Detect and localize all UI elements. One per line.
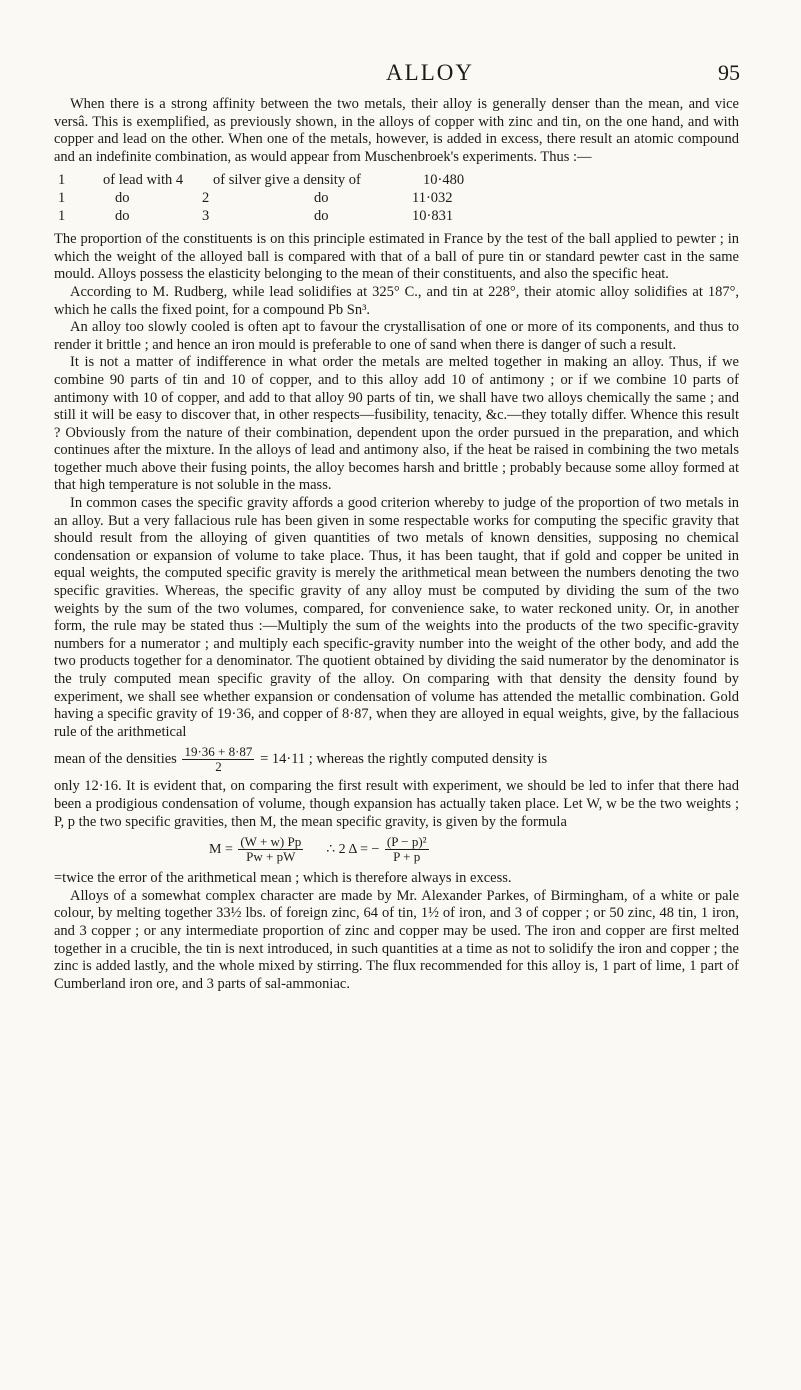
paragraph-6: In common cases the specific gravity affords a good criterion whereby to judge of the proportion of two metals in an alloy. But a very fallacious rule has been given in some respectable works for computing the specific gravity that should result from the alloying of given quantities of two metals of known densities, supposing no chemical condensation or expansion of volume to take place. Thus, it has been taught, that if gold and copper be united in equal weights, the computed specific gravity is merely the arithmetical mean between the numbers denoting the two specific gravities. Whereas, the specific gravity of any alloy must be computed by dividing the sum of the two weights by the sum of the two volumes, compared, for convenience sake, to water reckoned unity. Or, in another form, the rule may be stated thus :—Multiply the sum of the weights into the products of the two specific-gravity numbers for a numerator ; and multiply each specific-gravity number into the weight of the other body, and add the two products together for a denominator. The quotient obtained by dividing the said numerator by the denominator is the truly computed mean specific gravity of the alloy. On comparing with that density the density found by experiment, we shall see whether expansion or condensation of volume has attended the metallic combination. Gold having a specific gravity of 19·36, and copper of 8·87, when they are alloyed in equal weights, give, by the fallacious rule of the arithmetical (54, 495, 739, 740)
running-head (0, 60, 801, 90)
paragraph-7: =twice the error of the arithmetical mean ; which is therefore always in excess. (54, 870, 512, 887)
paragraph-2: The proportion of the constituents is on this principle estimated in France by the test of the ball applied to pewter ; in which the weight of the alloyed ball is compared with that of a ball of pure tin or standard pewter cast in the same mould. Alloys possess the elasticity belonging to the mean of their constituents, and also the specific heat. (54, 231, 739, 283)
table-cell: 10·831 (412, 207, 454, 224)
table-cell: 10·480 (423, 172, 465, 189)
paragraph-6-fraction-line (54, 745, 739, 774)
formula-fraction-2 (385, 835, 429, 864)
mean-density-formula (54, 835, 739, 864)
fraction-denominator: Pw + pW (246, 849, 296, 865)
table-cell: do (115, 207, 130, 224)
inline-text: mean of the densities (54, 751, 177, 768)
fraction-numerator: 19·36 + 8·87 (184, 744, 253, 760)
paragraph-3: According to M. Rudberg, while lead solidifies at 325° C., and tin at 228°, their atomic alloy solidifies at 187°, which he calls the fixed point, for a compound Pb Sn³. (54, 283, 739, 318)
density-table (54, 172, 739, 225)
formula-fraction-1 (238, 835, 303, 864)
table-row (54, 172, 739, 190)
table-row (54, 190, 739, 208)
fraction-numerator: (P − p)² (386, 834, 427, 850)
fraction-numerator: (W + w) Pp (240, 834, 302, 850)
table-cell: 1 (58, 172, 66, 189)
page-number: 95 (718, 60, 740, 85)
table-cell: 2 (202, 189, 210, 206)
table-cell: do (115, 189, 130, 206)
table-cell: 11·032 (412, 189, 453, 206)
paragraph-8: Alloys of a somewhat complex character are made by Mr. Alexander Parkes, of Birmingham, of a white or pale colour, by melting together 33½ lbs. of foreign zinc, 64 of tin, 1½ of iron, and 3 of copper ; or 50 zinc, 48 tin, 1 iron, and 3 copper ; or any intermediate proportion of zinc and copper may be used. The iron and copper are first melted together in a crucible, the tin is next introduced, in such quantities at a time as not to solidify the iron and copper ; the zinc is added lastly, and the whole mixed by stirring. The flux recommended for this alloy is, 1 part of lime, 1 part of Cumberland iron ore, and 3 parts of sal-ammoniac. (54, 887, 739, 992)
table-cell: of silver give a density of (213, 172, 361, 189)
inline-fraction (182, 745, 254, 774)
fraction-denominator: 2 (215, 759, 222, 775)
table-cell: 1 (58, 189, 66, 206)
inline-text: = 14·11 ; whereas the rightly computed density is (260, 751, 548, 768)
page-title: ALLOY (386, 60, 474, 85)
table-row (54, 208, 739, 226)
formula-middle: ∴ 2 Δ = − (326, 841, 380, 857)
formula-lhs: M = (209, 841, 233, 857)
fraction-denominator: P + p (393, 849, 421, 865)
body-text (54, 96, 739, 993)
table-cell: do (314, 189, 329, 206)
paragraph-1: When there is a strong affinity between the two metals, their alloy is generally denser than the mean, and vice versâ. This is exemplified, as previously shown, in the alloys of copper with zinc and tin, on the one hand, and with copper and lead on the other. When one of the metals, however, is added in excess, there result an atomic compound and an indefinite combination, as would appear from Muschenbroek's experiments. Thus :— (54, 96, 739, 165)
paragraph-5: It is not a matter of indifference in what order the metals are melted together in making an alloy. Thus, if we combine 90 parts of tin and 10 of copper, and to this alloy add 10 of antimony ; or if we combine 10 parts of antimony with 10 of copper, and add to that alloy 90 parts of tin, we shall have two alloys chemically the same ; and still it will be easy to discover that, in other respects—fusibility, tenacity, &c.—they totally differ. Whence this result ? Obviously from the nature of their combination, dependent upon the order pursued in the preparation, and which continues after the mixture. In the alloys of lead and antimony also, if the heat be raised in combining the two metals together much above their fusing points, the alloy becomes harsh and brittle ; probably because some alloy formed at that high temperature is not soluble in the mass. (54, 354, 739, 494)
table-cell: 1 (58, 207, 66, 224)
paragraph-6-continued: only 12·16. It is evident that, on comparing the first result with experiment, we should be led to infer that there had been a prodigious condensation of volume, though expansion has actually taken place. Let W, w be the two weights ; P, p the two specific gravities, then M, the mean specific gravity, is given by the formula (54, 778, 739, 830)
table-cell: do (314, 207, 329, 224)
paragraph-4: An alloy too slowly cooled is often apt to favour the crystallisation of one or more of its components, and thus to render it brittle ; and hence an iron mould is preferable to one of sand when there is danger of such a result. (54, 319, 739, 353)
table-cell: of lead with 4 (103, 172, 184, 189)
table-cell: 3 (202, 207, 210, 224)
